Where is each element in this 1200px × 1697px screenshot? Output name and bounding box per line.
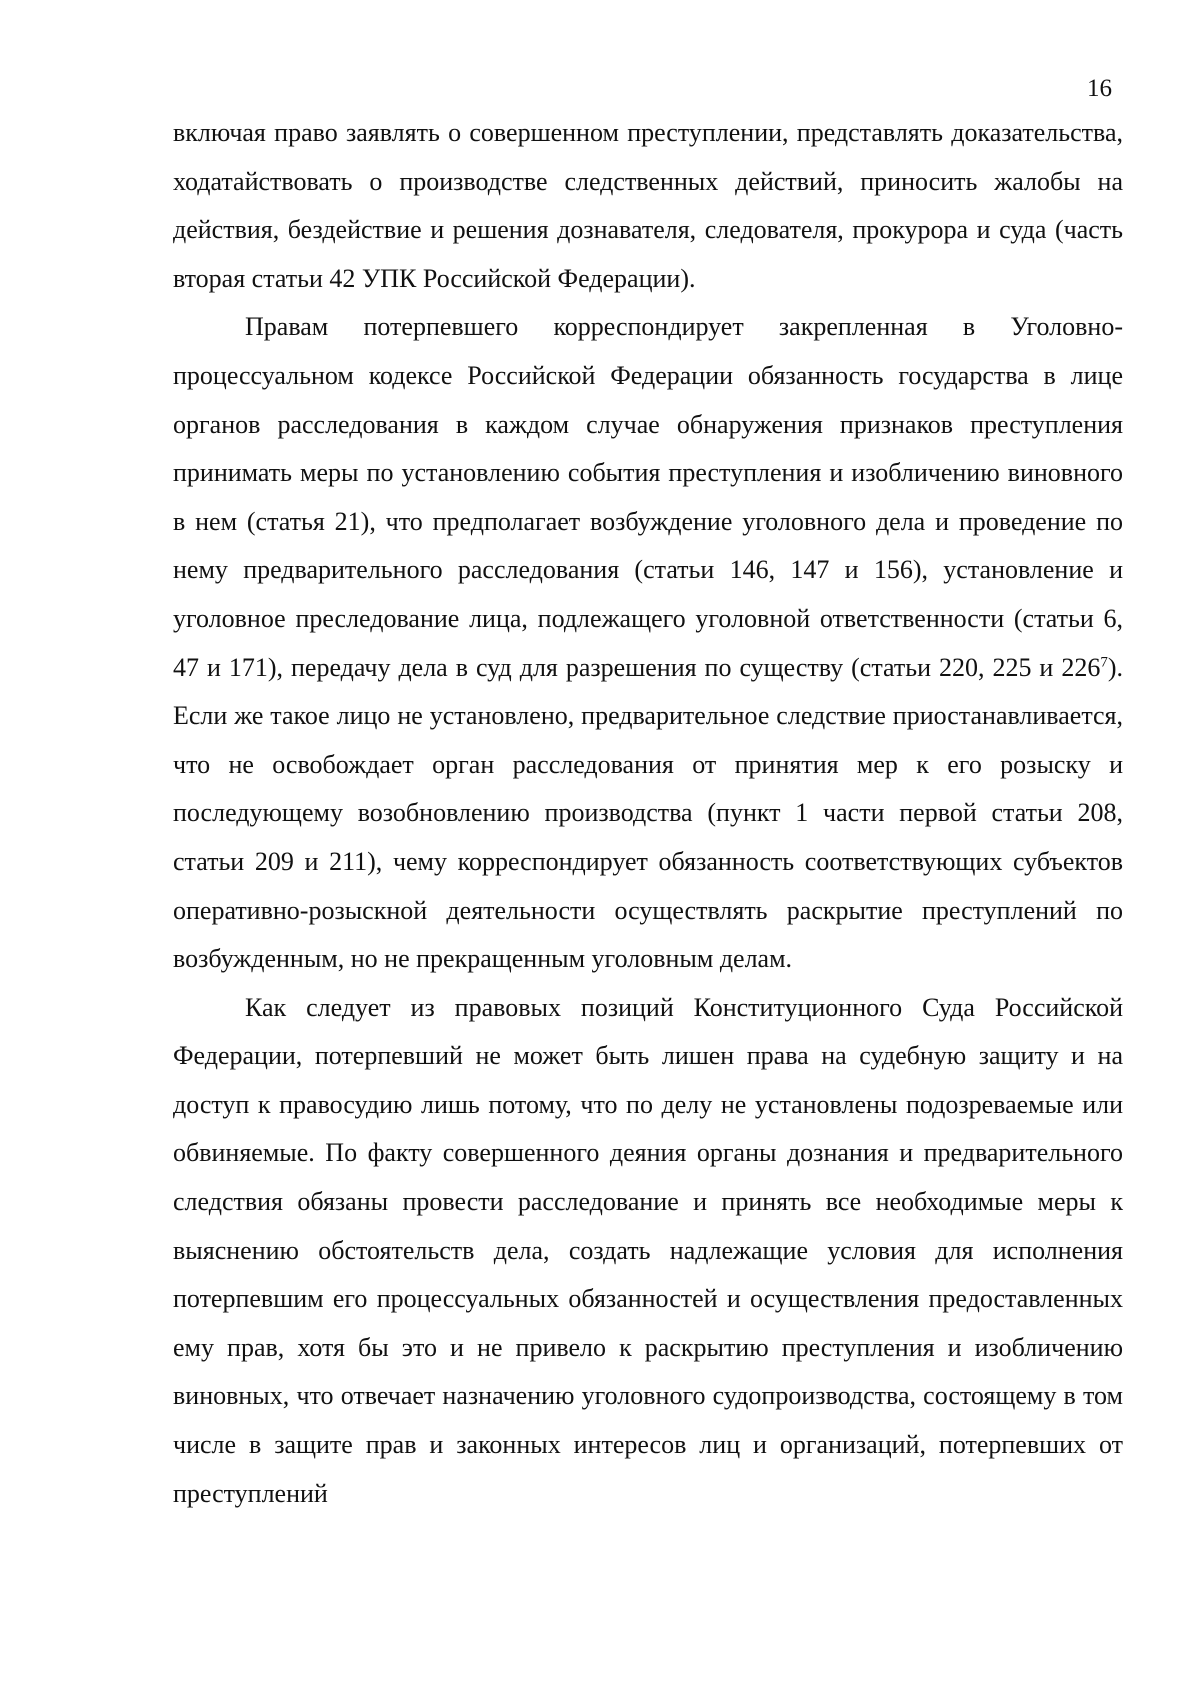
paragraph-text-part: Правам потерпевшего корреспондирует закрепленная в Уголовно-процессуальном кодексе Российской Федерации обязанность государства в лице органов расследования в каждом случае обнаружения признаков преступления принимать меры по установлению события преступления и изобличению виновного в нем (статья 21), что предполагает возбуждение уголовного дела и проведение по нему предварительного расследования (статьи 146, 147 и 156), установление и уголовное преследование лица, подлежащего уголовной ответственности (статьи 6, 47 и 171), передачу дела в суд для разрешения по существу (статьи 220, 225 и 226 bbox=[173, 312, 1123, 682]
page-number: 16 bbox=[1087, 75, 1112, 102]
paragraph-continuation: включая право заявлять о совершенном преступлении, представлять доказательства, ходатайствовать о производстве следственных действий, приносить жалобы на действия, бездействие и решения дознавателя, следователя, прокурора и суда (часть вторая статьи 42 УПК Российской Федерации). bbox=[173, 118, 1123, 293]
document-body bbox=[173, 109, 1123, 1518]
paragraph-text-part: ). Если же такое лицо не установлено, предварительное следствие приостанавливается, что не освобождает орган расследования от принятия мер к его розыску и последующему возобновлению производства (пункт 1 части первой статьи 208, статьи 209 и 211), чему корреспондирует обязанность соответствующих субъектов оперативно-розыскной деятельности осуществлять раскрытие преступлений по возбужденным, но не прекращенным уголовным делам. bbox=[173, 652, 1123, 974]
paragraph-victim-rights bbox=[173, 303, 1123, 983]
footnote-superscript: 7 bbox=[1100, 653, 1108, 670]
paragraph-constitutional-court: Как следует из правовых позиций Конституционного Суда Российской Федерации, потерпевший не может быть лишен права на судебную защиту и на доступ к правосудию лишь потому, что по делу не установлены подозреваемые или обвиняемые. По факту совершенного деяния органы дознания и предварительного следствия обязаны провести расследование и принять все необходимые меры к выяснению обстоятельств дела, создать надлежащие условия для исполнения потерпевшим его процессуальных обязанностей и осуществления предоставленных ему прав, хотя бы это и не привело к раскрытию преступления и изобличению виновных, что отвечает назначению уголовного судопроизводства, состоящему в том числе в защите прав и законных интересов лиц и организаций, потерпевших от преступлений bbox=[173, 992, 1123, 1508]
